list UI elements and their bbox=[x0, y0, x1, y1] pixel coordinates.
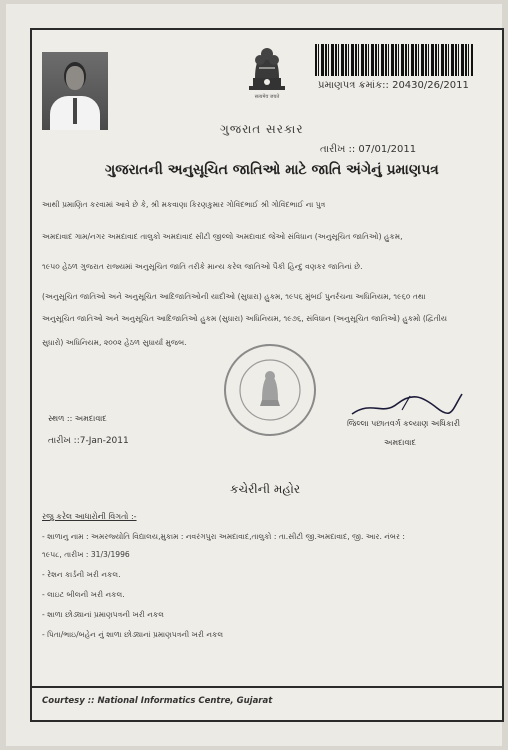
certificate-number: પ્રમાણપત્ર ક્રમાંક:: 20430/26/2011 bbox=[318, 80, 469, 91]
caste-certificate bbox=[30, 28, 504, 722]
emblem-caption: सत्यमेव जयते bbox=[254, 94, 280, 100]
office-seal-icon bbox=[222, 342, 318, 438]
officer-designation: જિલ્લા પછાતવર્ગ કલ્યાણ અધિકારી bbox=[347, 419, 461, 428]
applicant-photo bbox=[42, 52, 108, 130]
scan-page bbox=[6, 4, 502, 746]
list-item: - રેશન કાર્ડની ખરી નકલ. bbox=[42, 570, 121, 579]
courtesy-note: Courtesy :: National Informatics Centre, Gujarat bbox=[42, 696, 273, 706]
footer bbox=[32, 686, 502, 718]
body-line-1: આથી પ્રમાણિત કરવામાં આવે છે કે, શ્રી મકવાણા કિરણકુમાર ગોવિંદભાઈ શ્રી ગોવિંદભાઈ ના પુત્ર bbox=[42, 200, 326, 209]
list-item: - લાઇટ બીલની ખરી નકલ. bbox=[42, 590, 125, 599]
national-emblem-icon bbox=[237, 38, 297, 98]
list-item: - પિતા/ભાઇ/બહેન નું શાળા છોડ્યાનાં પ્રમાણપત્રની ખરી નકલ bbox=[42, 630, 224, 639]
body-line-4: (અનુસૂચિત જાતિઓ અને અનુસૂચિત આદિજાતિઓની યાદીઓ (સુધારા) હુકમ, ૧૯૫૬ મુંબઈ પુનર્રચના અધિનિયમ, ૧૯૬૦ તથા bbox=[42, 292, 426, 301]
office-stamp-heading: કચેરીની મહોર bbox=[230, 482, 301, 496]
certificate-title: ગુજરાતની અનુસૂચિત જાતિઓ માટે જાતિ અંગેનું પ્રમાણપત્ર bbox=[105, 162, 439, 178]
issue-date: તારીખ :: 07/01/2011 bbox=[320, 144, 417, 155]
body-line-2: અમદાવાદ ગામ/નગર અમદાવાદ તાલુકો અમદાવાદ સીટી જીલ્લો અમદાવાદ જેઓ સંવિધાન (અનુસૂચિત જાતિઓ) હુકમ, bbox=[42, 232, 403, 241]
body-line-5: અનુસૂચિત જાતિઓ અને અનુસૂચિત આદિજાતિઓ હુકમ (સુધારા) અધિનિયમ, ૧૯૭૬, સંવિધાન (અનુસૂચિત જાતિઓ) હુકમો (દ્વિતીય bbox=[42, 314, 448, 323]
list-item: - શાળાનુ નામ : અમરજ્યોતિ વિદ્યાલય,મુકામ : નવરંગપુરા અમદાવાદ,તાલુકો : તા.સીટી જી.અમદાવાદ, જી. આર. નંબર : bbox=[42, 532, 405, 541]
officer-signature-icon bbox=[342, 390, 472, 420]
office-location: અમદાવાદ bbox=[384, 438, 416, 447]
government-heading: ગુજરાત સરકાર bbox=[220, 122, 304, 136]
signature-date: તારીખ ::7-Jan-2011 bbox=[48, 436, 129, 446]
place-line: સ્થળ :: અમદાવાદ bbox=[48, 414, 107, 423]
list-item: ૧૯૫૮, તારીખ : 31/3/1996 bbox=[42, 550, 130, 559]
barcode bbox=[315, 44, 473, 76]
list-item: - શાળા છોડ્યાનાં પ્રમાણપત્રની ખરી નકલ bbox=[42, 610, 165, 619]
body-line-6: સુધારો) અધિનિયમ, ૨૦૦૨ હેઠળ સુધાર્યા મુજબ. bbox=[42, 338, 187, 347]
documents-heading: રજુ કરેલ આધારોની વિગતો :- bbox=[42, 512, 137, 521]
body-line-3: ૧૯૫૦ હેઠળ ગુજરાત રાજ્યમાં અનુસૂચિત જાતિ તરીકે માન્ય કરેલ જાતિઓ પૈકી હિન્દુ વણકર જાતિનાં છે. bbox=[42, 262, 363, 271]
